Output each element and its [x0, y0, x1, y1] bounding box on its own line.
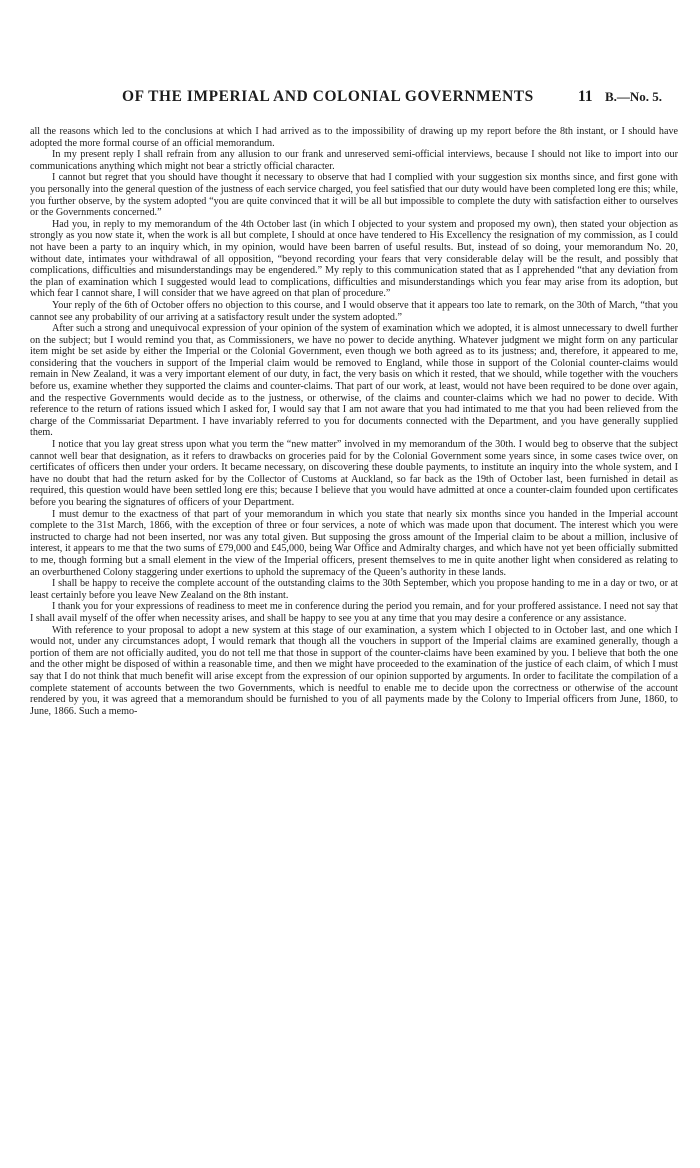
paragraph: I must demur to the exactness of that part of your memorandum in which you state that nearly six months since you handed in the Imperial account complete to the 31st March, 1866, with the exception of three or four services, a note of which was made upon that document. The interest which you were instructed to charge had not been inserted, nor was any total given. But supposing the gross amount of the Imperial claim to be about a million, inclusive of interest, it appears to me that the two sums of £79,000 and £45,000, being War Office and Admiralty charges, and which have not yet been officially submitted to me, though forming but a small element in the view of the Imperial officers, present themselves to me in quite another light when considered as relating to an overburthened Colony staggering under exertions to uphold the supremacy of the Queen’s authority in these lands.: [30, 508, 678, 578]
paragraph: Had you, in reply to my memorandum of the 4th October last (in which I objected to your system and proposed my own), then stated your objection as strongly as you now state it, when the work is all but complete, I should at once have tendered to His Excellency the resignation of my commission, as I could not have been a party to an inquiry which, in my opinion, would have been barren of useful results. But, instead of so doing, your memorandum No. 20, without date, intimates your withdrawal of all opposition, “beyond recording your fears that very considerable delay will be the result, and possibly that complications, difficulties and misunderstandings may be engendered.” My reply to this communication stated that as I apprehended “that any deviation from the plan of examination which I suggested would lead to complications, difficulties and misunderstandings which you fear may arise from its adoption, but which fear I cannot share, I will consider that we have agreed on that plan of procedure.”: [30, 218, 678, 300]
paragraph: I shall be happy to receive the complete account of the outstanding claims to the 30th September, which you propose handing to me in a day or two, or at least certainly before you leave New Zealand on the 8th instant.: [30, 578, 678, 601]
paragraph: I notice that you lay great stress upon what you term the “new matter” involved in my memorandum of the 30th. I would beg to observe that the subject cannot well bear that designation, as it refers to drawbacks on groceries paid for by the Colonial Government some years since, in some cases twice over, on certificates of officers then under your orders. It became necessary, on discovering these double payments, to institute an inquiry into the whole system, and I have no doubt that had the return asked for by the Collector of Customs at Auckland, so far back as the 19th of October last, been furnished in detail as required, this question would have been settled long ere this; because I believe that you would have admitted at once a counter-claim founded upon certificates before you bearing the signatures of officers of your Department.: [30, 439, 678, 508]
paragraph: Your reply of the 6th of October offers no objection to this course, and I would observe that it appears too late to remark, on the 30th of March, “that you cannot see any probability of our arriving at a satisfactory result under the system adopted.”: [30, 299, 678, 323]
running-title: OF THE IMPERIAL AND COLONIAL GOVERNMENTS: [122, 88, 534, 105]
document-page: [30, 88, 678, 717]
paragraph: After such a strong and unequivocal expression of your opinion of the system of examination which we adopted, it is almost unnecessary to dwell further on the subject; but I would remind you that, as Commissioners, we have no power to decide anything. Whatever judgment we might form on any particular item might be set aside by either the Imperial or the Colonial Government, even though we both agreed as to its justness; and, therefore, it appeared to me, considering that the vouchers in support of the Imperial claim would be removed to England, while those in support of the Colonial counter-claims would remain in New Zealand, it was a very important element of our duty, in fact, the very basis on which it rested, that we should, while together with the vouchers before us, examine whether they supported the claims and counter-claims. That part of our work, at least, would not have been required to be done over again, and the respective Governments would decide as to the justness, or otherwise, of the claims and counter-claims which we had no power to decide. With reference to the return of rations issued which I asked for, I would say that I am not aware that you had intimated to me that you had been relieved from the charge of the Commissariat Department. I have invariably referred to you for documents connected with the Department, and you have generally supplied them.: [30, 323, 678, 439]
paragraph: I cannot but regret that you should have thought it necessary to observe that had I complied with your suggestion six months since, and first gone with you personally into the general question of the justness of each service charged, you feel satisfied that our duty would have been completed long ere this; while, you further observe, by the system adopted “you are quite convinced that it will be all but impossible to complete the duty with satisfaction either to ourselves or the Governments concerned.”: [30, 172, 678, 219]
paragraph: With reference to your proposal to adopt a new system at this stage of our examination, a system which I objected to in October last, and one which I would not, under any circumstances adopt, I would remark that though all the vouchers in support of the Imperial claims are examined generally, though a portion of them are not officially audited, you do not tell me that those in support of the counter-claims have been examined by you. I believe that both the one and the other might be disposed of within a reasonable time, and then we might have proceeded to the examination of the justice of each claim, of which I must say that I do not think that much benefit will arise except from the expression of our opinion supported by arguments. In order to facilitate the compilation of a complete statement of accounts between the two Governments, which is needful to enable me to decide upon the correctness or otherwise of the account rendered by you, it was agreed that a memorandum should be furnished to you of all payments made by the Colony to Imperial officers from June, 1860, to June, 1866. Such a memo-: [30, 624, 678, 717]
page-header: [30, 88, 678, 112]
paragraph: all the reasons which led to the conclusions at which I had arrived as to the impossibility of drawing up my report before the 8th instant, or I should have adopted the more formal course of an official memorandum.: [30, 126, 678, 149]
body-text: [30, 126, 678, 717]
paragraph: I thank you for your expressions of readiness to meet me in conference during the period you remain, and for your proffered assistance. I need not say that I shall avail myself of the offer when necessity arises, and shall be happy to see you at any time that you may desire a conference or any assistance.: [30, 601, 678, 624]
paragraph: In my present reply I shall refrain from any allusion to our frank and unreserved semi-official interviews, because I should not like to import into our communications anything which might not bear a strictly official character.: [30, 149, 678, 172]
document-reference: B.—No. 5.: [605, 89, 663, 104]
page-number: 11: [578, 88, 593, 105]
